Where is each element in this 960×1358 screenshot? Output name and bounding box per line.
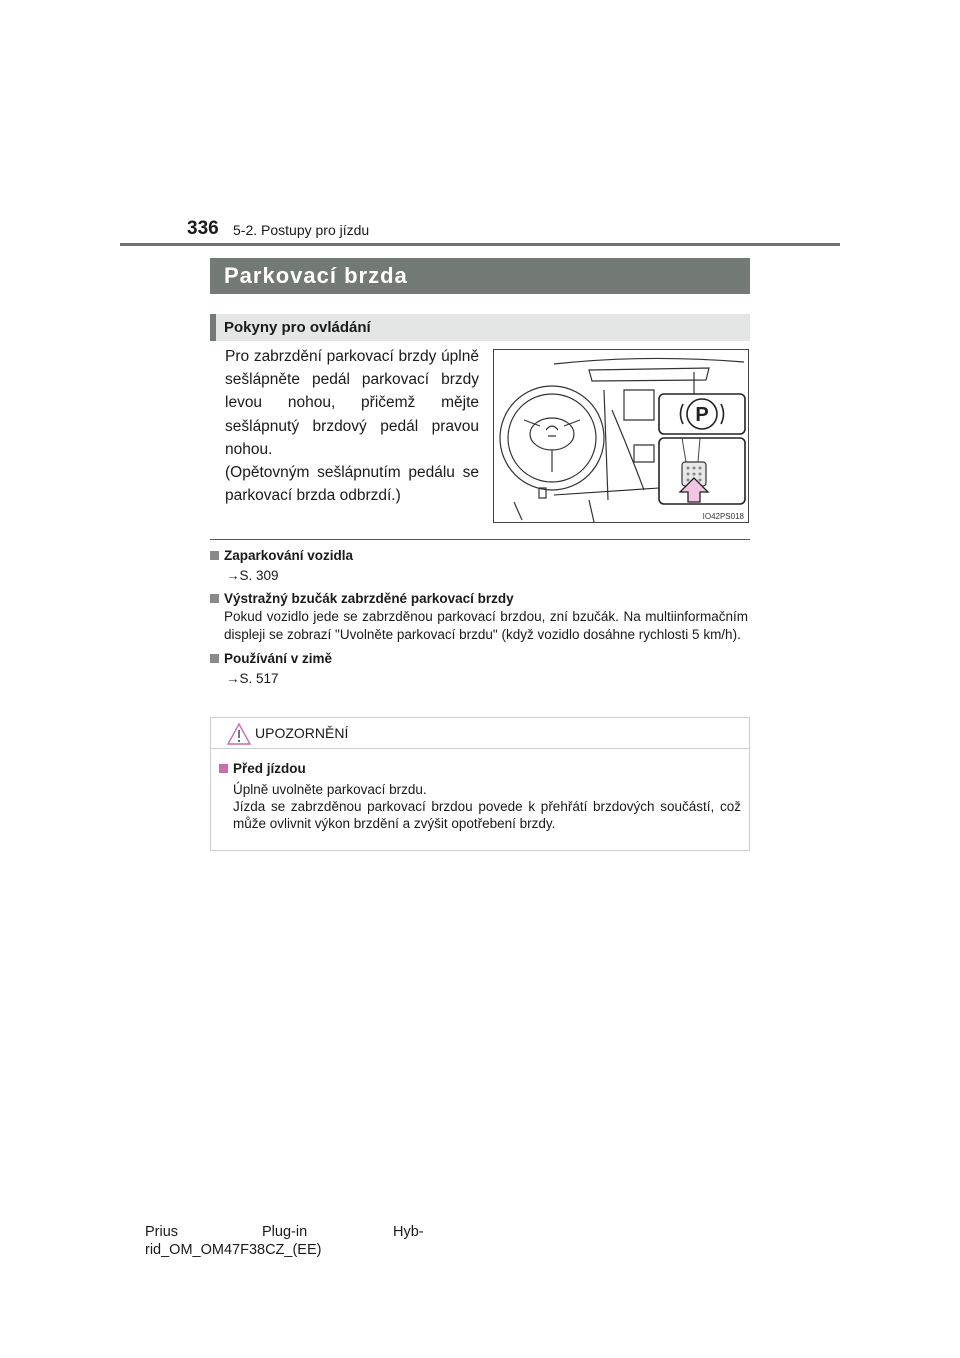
note-title: Používání v zimě bbox=[224, 651, 333, 666]
footer-variant: Plug-in bbox=[262, 1224, 308, 1240]
footer bbox=[145, 1223, 424, 1259]
caution-label: UPOZORNĚNÍ bbox=[255, 725, 349, 741]
note-heading bbox=[210, 590, 748, 608]
caution-subheading bbox=[219, 760, 741, 778]
square-bullet-icon bbox=[210, 551, 219, 560]
caution-subheading-text: Před jízdou bbox=[233, 761, 306, 776]
figure-code: IO42PS018 bbox=[702, 512, 744, 521]
caution-box bbox=[210, 717, 750, 851]
section-reference: 5-2. Postupy pro jízdu bbox=[233, 222, 370, 238]
parking-brake-illustration bbox=[493, 349, 749, 523]
footer-type: Hyb- bbox=[393, 1224, 424, 1240]
parking-indicator-symbol: P bbox=[695, 404, 709, 426]
page-reference: →S. 309 bbox=[226, 568, 279, 583]
note-heading bbox=[210, 547, 748, 565]
note-text: Pokud vozidlo jede se zabrzděnou parkovací brzdou, zní bzučák. Na multiinformačním displeji se zobrazí "Uvolněte parkovací brzdu" (když vozidlo dosáhne rychlosti 5 km/h). bbox=[224, 609, 748, 642]
page-title: Parkovací brzda bbox=[210, 258, 750, 294]
intro-paragraph-note: (Opětovným sešlápnutím pedálu se parkovací brzda odbrzdí.) bbox=[225, 464, 479, 505]
footer-document-code: rid_OM_OM47F38CZ_(EE) bbox=[145, 1242, 322, 1258]
intro-text bbox=[225, 345, 479, 507]
caution-content bbox=[219, 760, 741, 832]
notes-section bbox=[210, 545, 748, 693]
intro-paragraph: Pro zabrzdění parkovací brzdy úplně sešlápněte pedál parkovací brzdy levou nohou, přičemž mějte sešlápnutý brzdový pedál pravou nohou. bbox=[225, 348, 479, 458]
note-title: Zaparkování vozidla bbox=[224, 548, 354, 563]
caution-header bbox=[211, 718, 749, 749]
footer-model: Prius bbox=[145, 1224, 179, 1240]
caution-text: Úplně uvolněte parkovací brzdu. bbox=[233, 782, 427, 797]
caution-text-detail: Jízda se zabrzděnou parkovací brzdou povede k přehřátí brzdových součástí, což může ovlivnit výkon brzdění a zvýšit opotřebení brzdy. bbox=[233, 799, 741, 831]
warning-triangle-icon bbox=[227, 723, 251, 745]
page-reference: →S. 517 bbox=[226, 671, 279, 686]
header-rule bbox=[120, 243, 840, 246]
section-subtitle: Pokyny pro ovládání bbox=[210, 314, 750, 341]
square-bullet-icon bbox=[210, 654, 219, 663]
footer-line bbox=[145, 1223, 424, 1241]
dashboard-drawing bbox=[494, 350, 749, 523]
section-rule bbox=[210, 539, 750, 540]
page-number: 336 bbox=[187, 218, 219, 239]
note-heading bbox=[210, 650, 748, 668]
square-bullet-icon bbox=[210, 594, 219, 603]
square-bullet-icon bbox=[219, 764, 228, 773]
note-title: Výstražný bzučák zabrzděné parkovací brzdy bbox=[224, 591, 514, 606]
